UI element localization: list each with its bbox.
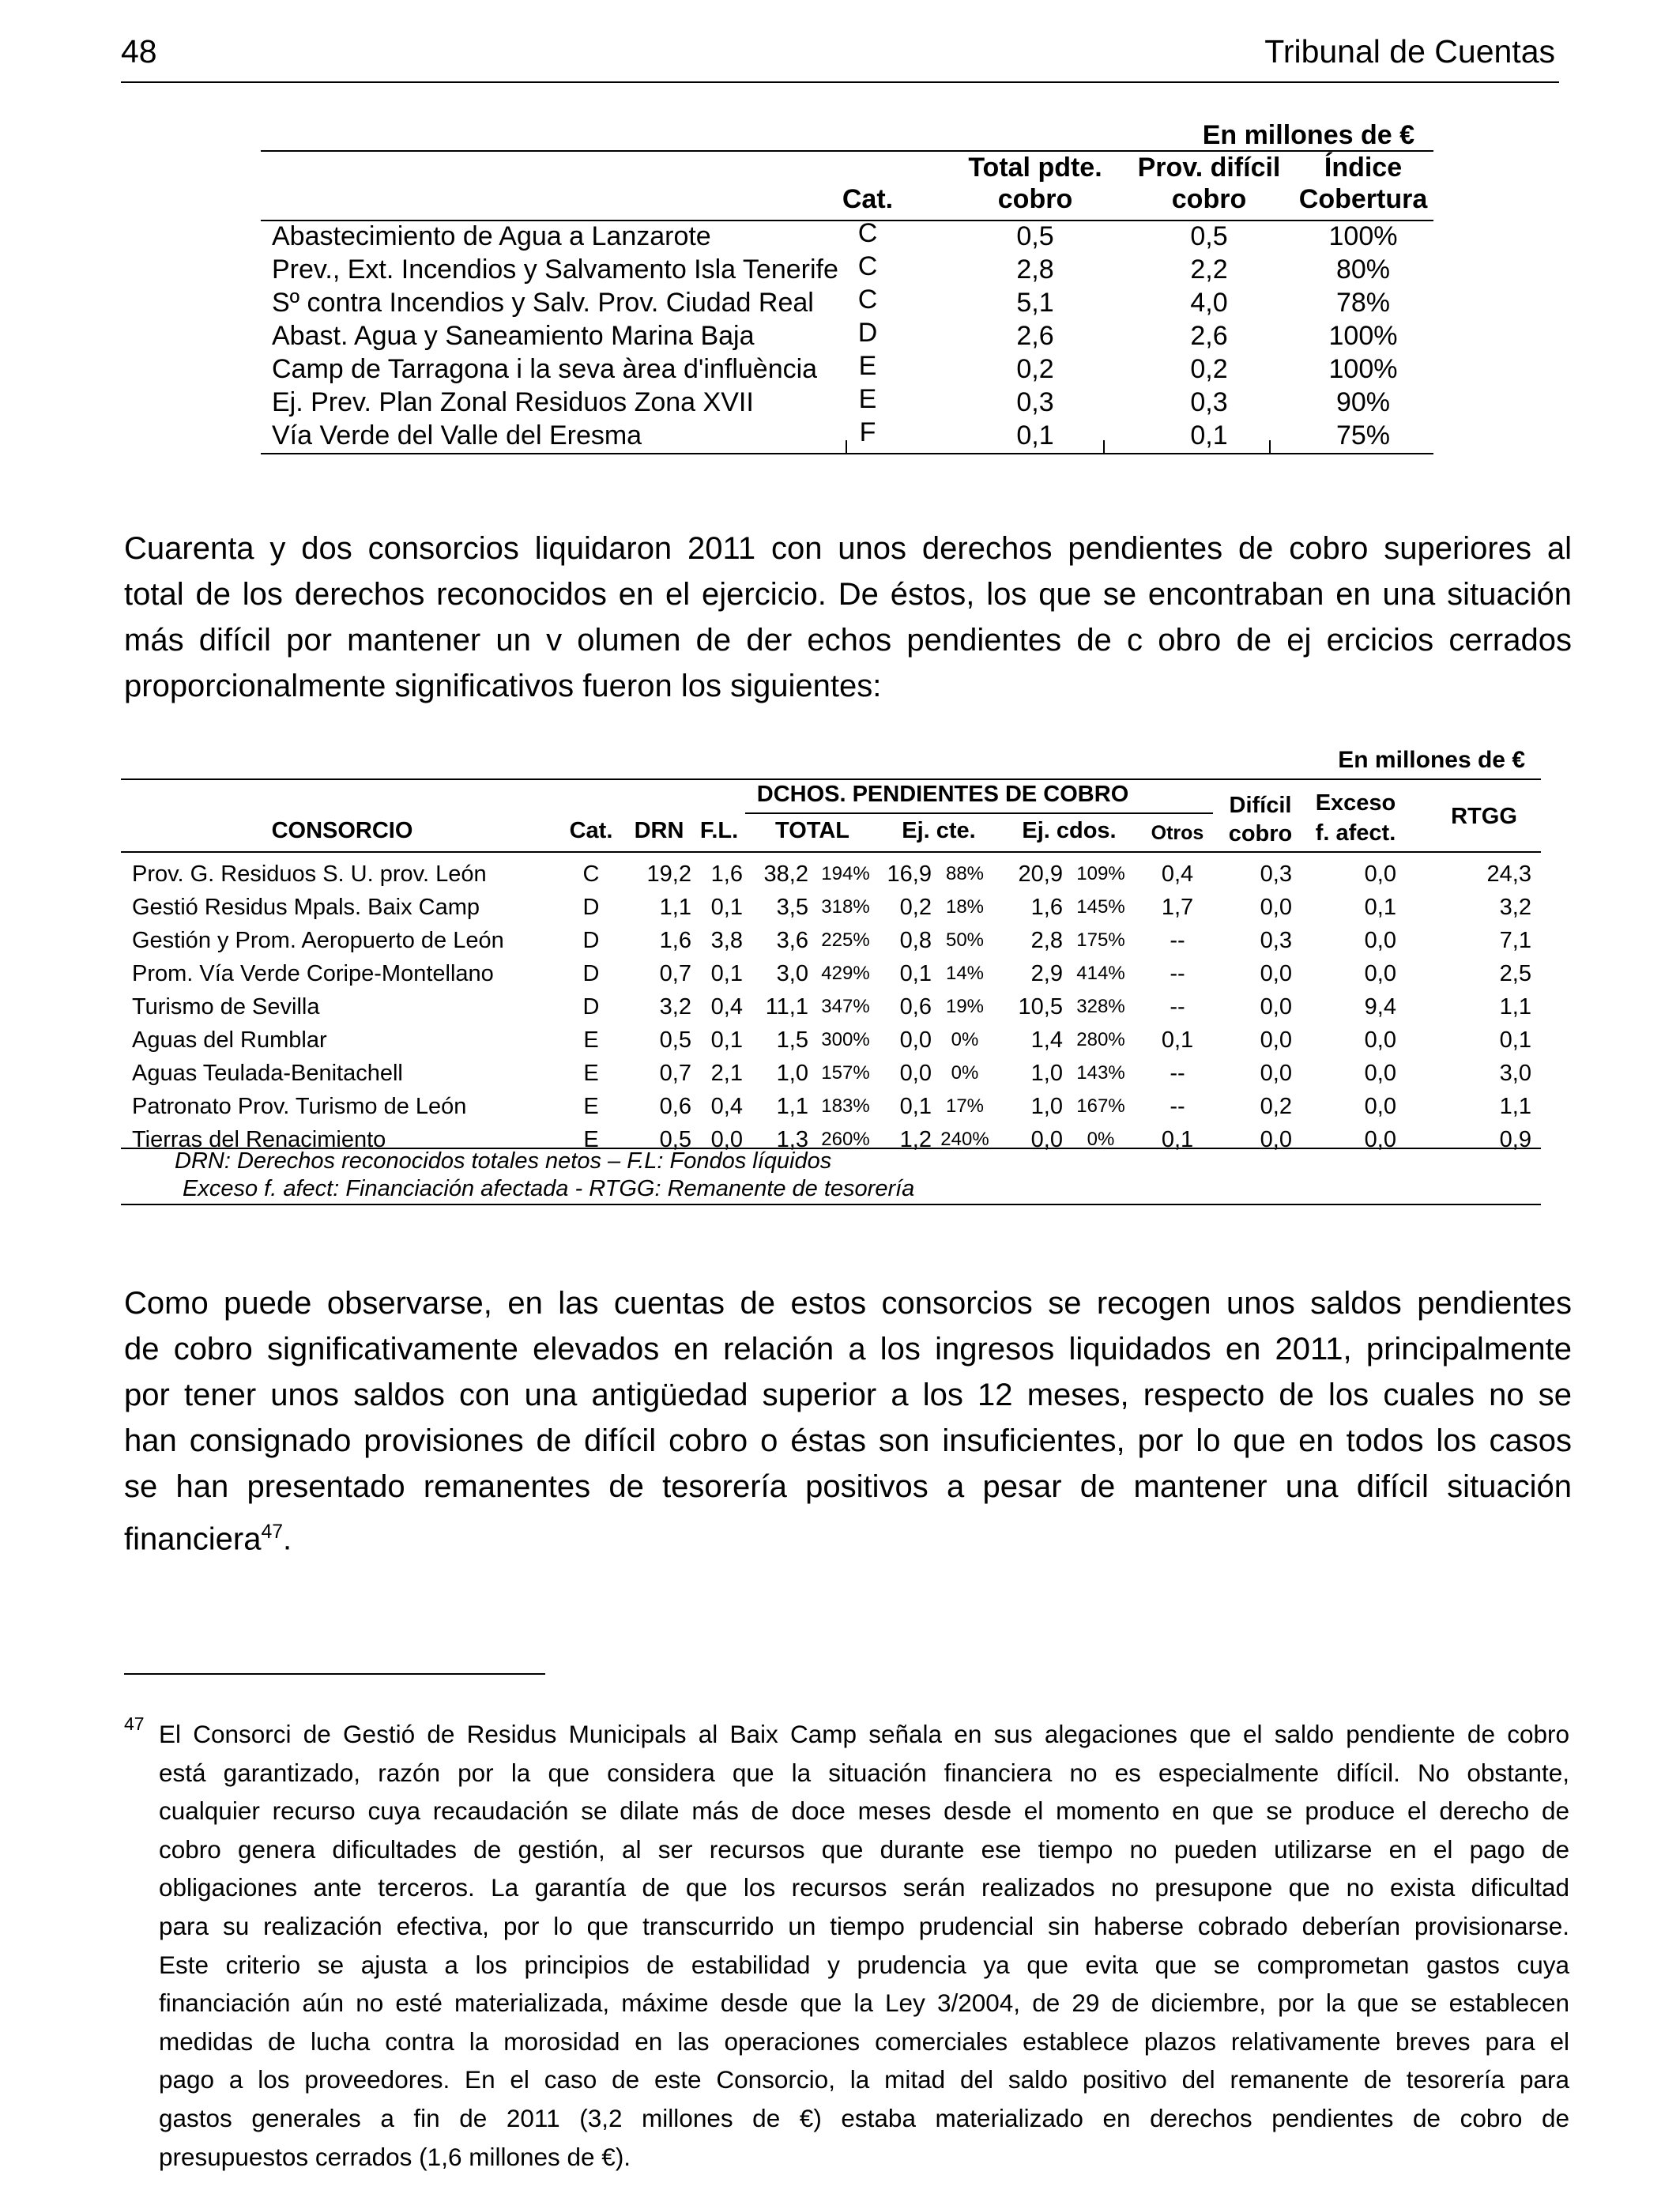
col-header-cat: Cat. bbox=[842, 184, 894, 214]
col-header-dificil: Difícil cobro bbox=[1228, 793, 1293, 846]
table-row: Camp de Tarragona i la seva àrea d'influència E 0,2 0,2 100% bbox=[272, 351, 1398, 384]
column-tick bbox=[1103, 440, 1105, 453]
col-header-total: TOTAL bbox=[775, 818, 849, 843]
footnote-reference[interactable]: 47 bbox=[261, 1521, 284, 1543]
body-paragraph: Como puede observarse, en las cuentas de estos consorcios se recogen unos saldos pendientes de cobro significativamente elevados en relación a los ingresos liquidados en 2011, principalmente por tener unos saldos con una antigüedad superior a los 12 meses, respecto de los cuales no se han consignado provisiones de difícil cobro o éstas son insuficientes, por lo que en todos los casos se han presentado remanentes de tesorería positivos a pesar de mantener una difícil situación financiera$^{47}$. bbox=[124, 1286, 1572, 1557]
column-tick bbox=[846, 440, 847, 453]
table-note: Exceso f. afect: Financiación afectada - RTGG: Remanente de tesorería bbox=[183, 1176, 915, 1201]
table-row: Abast. Agua y Saneamiento Marina Baja D 2,6 2,6 100% bbox=[272, 318, 1398, 351]
table-row: Aguas Teulada-Benitachell E 0,7 2,1 1,0 157% 0,0 0% 1,0 143% -- 0,0 0,0 3,0 bbox=[132, 1061, 1531, 1086]
table-row: Prov. G. Residuos S. U. prov. León C 19,2 1,6 38,2 194% 16,9 88% 20,9 109% 0,4 0,3 0,0 24,3 bbox=[132, 861, 1531, 887]
table-row: Gestión y Prom. Aeropuerto de León D 1,6 3,8 3,6 225% 0,8 50% 2,8 175% -- 0,3 0,0 7,1 bbox=[132, 928, 1531, 953]
page-number: 48 bbox=[121, 33, 157, 70]
table-unit: En millones de € bbox=[1202, 120, 1414, 150]
table-row: Ej. Prev. Plan Zonal Residuos Zona XVII E 0,3 0,3 90% bbox=[272, 384, 1391, 417]
table-note: DRN: Derechos reconocidos totales netos – F.L: Fondos líquidos bbox=[175, 1148, 832, 1174]
table-rule bbox=[121, 778, 1541, 780]
col-header-otros: Otros bbox=[1151, 822, 1204, 844]
table-rule bbox=[261, 453, 1433, 454]
col-header-consorcio: CONSORCIO bbox=[271, 818, 413, 843]
table-row: Aguas del Rumblar E 0,5 0,1 1,5 300% 0,0 0% 1,4 280% 0,1 0,0 0,0 0,1 bbox=[132, 1027, 1531, 1053]
table-rule bbox=[121, 851, 1541, 853]
table-rule bbox=[121, 1204, 1541, 1205]
footnote-number: 47 bbox=[124, 1713, 145, 1734]
column-tick bbox=[1269, 440, 1271, 453]
group-rule bbox=[745, 812, 1213, 814]
col-header-ejcdos: Ej. cdos. bbox=[1022, 818, 1117, 843]
col-header-cat: Cat. bbox=[569, 818, 613, 843]
header-rule bbox=[121, 81, 1559, 83]
footnote-text: El Consorci de Gestió de Residus Municipals al Baix Camp señala en sus alegaciones que el saldo pendiente de cobro está garantizado, razón por la que considera que la situación financiera no es especialmente difícil. No obstante, cualquier recurso cuya recaudación se dilate más de doce meses desde el momento en que se produce el derecho de cobro genera dificultades de gestión, al ser recursos que durante ese tiempo no pueden utilizarse en el pago de obligaciones ante terceros. La garantía de que los recursos serán realizados no presupone que no exista dificultad para su realización efectiva, por lo que transcurrido un tiempo prudencial sin haberse cobrado deberían provisionarse. Este criterio se ajusta a los principios de estabilidad y prudencia ya que evita que se comprometan gastos cuya financiación aún no esté materializada, máxime desde que la Ley 3/2004, de 29 de diciembre, por la que se establecen medidas de lucha contra la morosidad en las operaciones comerciales establece plazos relativamente breves para el pago a los proveedores. En el caso de este Consorcio, la mitad del saldo positivo del remanente de tesorería para gastos generales a fin de 2011 (3,2 millones de €) estaba materializado en derechos pendientes de cobro de presupuestos cerrados (1,6 millones de €). bbox=[159, 1720, 1569, 2171]
col-header-rtgg: RTGG bbox=[1451, 804, 1517, 829]
table-row: Turismo de Sevilla D 3,2 0,4 11,1 347% 0,6 19% 10,5 328% -- 0,0 9,4 1,1 bbox=[132, 994, 1531, 1020]
table-row: Abastecimiento de Agua a Lanzarote C 0,5 0,5 100% bbox=[272, 218, 1398, 251]
footnote-separator bbox=[124, 1673, 545, 1675]
col-header-prov: Prov. difícil cobro bbox=[1137, 153, 1281, 214]
table-row: Gestió Residus Mpals. Baix Camp D 1,1 0,1 3,5 318% 0,2 18% 1,6 145% 1,7 0,0 0,1 3,2 bbox=[132, 895, 1531, 920]
table-row: Patronato Prov. Turismo de León E 0,6 0,4 1,1 183% 0,1 17% 1,0 167% -- 0,2 0,0 1,1 bbox=[132, 1094, 1531, 1119]
table-row: Sº contra Incendios y Salv. Prov. Ciudad Real C 5,1 4,0 78% bbox=[272, 285, 1391, 318]
col-group-header: DCHOS. PENDIENTES DE COBRO bbox=[756, 782, 1129, 807]
table-row: Tierras del Renacimiento E 0,5 0,0 1,3 260% 1,2 240% 0,0 0% 0,1 0,0 0,0 0,9 bbox=[132, 1127, 1531, 1152]
col-header-indice: Índice Cobertura bbox=[1298, 153, 1428, 214]
col-header-exceso: Exceso f. afect. bbox=[1315, 790, 1396, 846]
table-row: Prom. Vía Verde Coripe-Montellano D 0,7 0,1 3,0 429% 0,1 14% 2,9 414% -- 0,0 0,0 2,5 bbox=[132, 961, 1531, 986]
running-title: Tribunal de Cuentas bbox=[1264, 33, 1555, 70]
col-header-drn: DRN bbox=[634, 818, 684, 843]
col-header-fl: F.L. bbox=[699, 818, 739, 843]
table-unit: En millones de € bbox=[1338, 747, 1525, 773]
body-paragraph: Cuarenta y dos consorcios liquidaron 2011 con unos derechos pendientes de cobro superiores al total de los derechos reconocidos en el ejercicio. De éstos, los que se encontraban en una situación más difícil por mantener un v olumen de der echos pendientes de c obro de ej ercicios cerrados proporcionalmente significativos fueron los siguientes: bbox=[124, 531, 1572, 703]
table-row: Prev., Ext. Incendios y Salvamento Isla Tenerife C 2,8 2,2 80% bbox=[272, 251, 1391, 285]
col-header-total: Total pdte. cobro bbox=[968, 153, 1102, 214]
col-header-ejcte: Ej. cte. bbox=[902, 818, 976, 843]
table-row: Vía Verde del Valle del Eresma F 0,1 0,1 75% bbox=[272, 417, 1391, 450]
